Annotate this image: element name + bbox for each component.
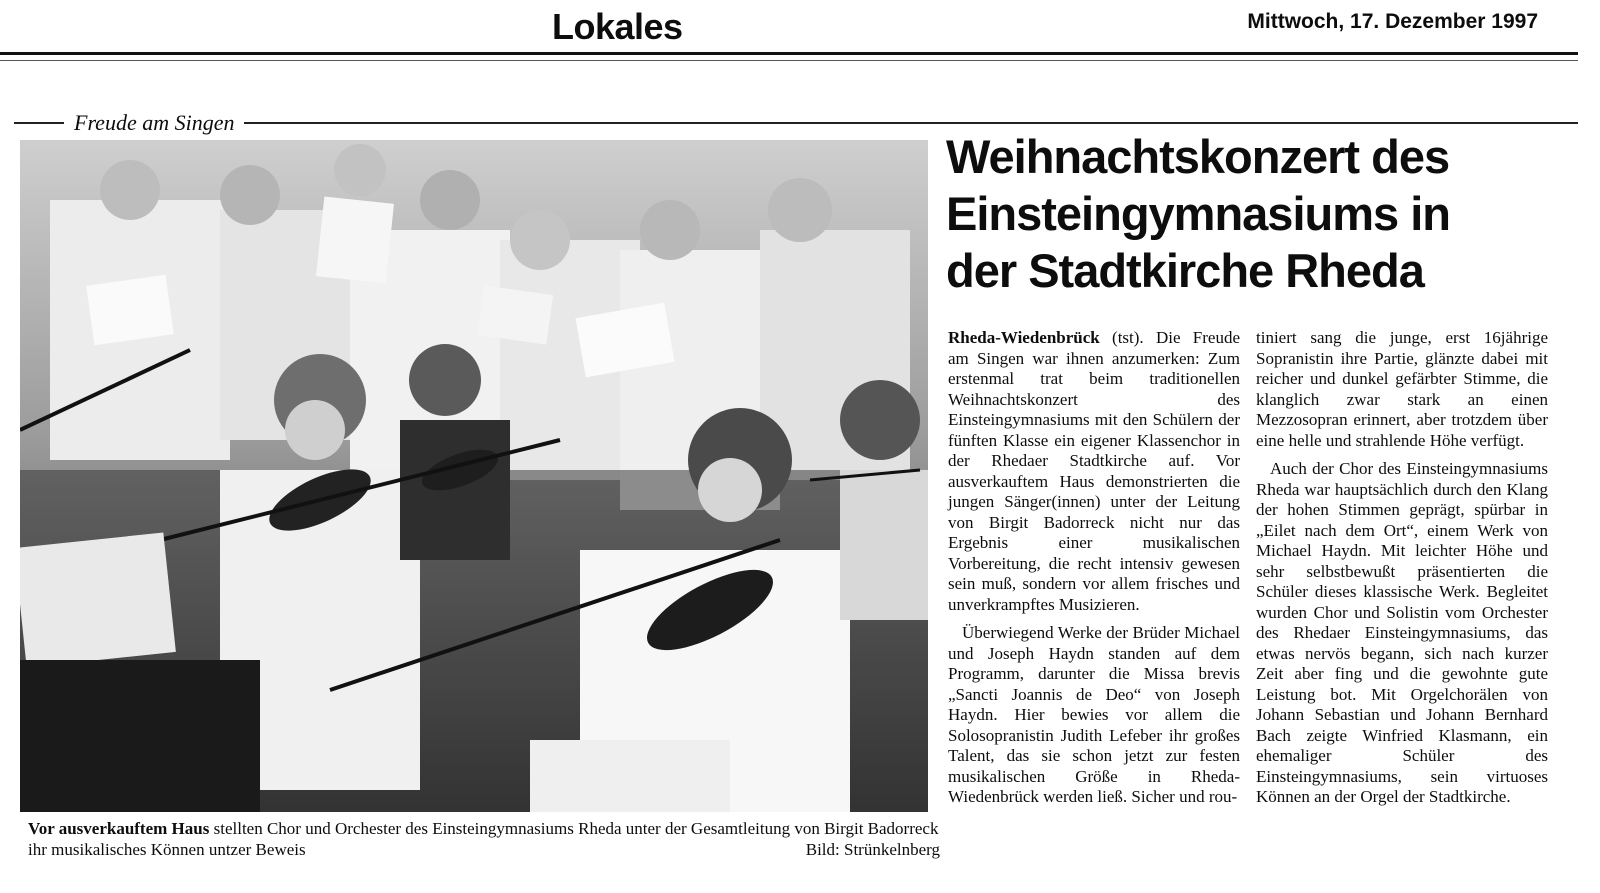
article-column-2 (1256, 328, 1548, 808)
article-paragraph: tiniert sang die junge, erst 16jährige Sopranistin ihre Partie, glänzte dabei mit reicher und dunkel gefärbter Stimme, die klanglich zwar stark an einen Mezzosopran erinnert, aber trotzdem über eine helle und strahlende Höhe verfügt. (1256, 328, 1548, 450)
kicker-dash-left (14, 122, 64, 124)
kicker-text: Freude am Singen (74, 110, 235, 135)
header-rule-thin (0, 60, 1578, 61)
article-column-1 (948, 328, 1240, 808)
photo-credit: Bild: Strünkelnberg (805, 840, 940, 859)
article-paragraph: Überwiegend Werke der Brüder Michael und Joseph Haydn standen auf dem Programm, darunter die Missa brevis „Sancti Joannis de Deo“ von Joseph Haydn. Hier bewies vor allem die Solosopranistin Judith Lefeber ihr großes Talent, das sie schon jetzt zur festen musikalischen Größe in Rheda-Wiedenbrück werden ließ. Sicher und rou- (948, 623, 1240, 806)
caption-lead: Vor ausverkauftem Haus (28, 819, 210, 838)
headline-line-1: Weihnachtskonzert des (946, 130, 1450, 183)
headline (946, 128, 1586, 299)
paragraph-text: (tst). Die Freude am Singen war ihnen anzumerken: Zum erstenmal trat beim traditionellen Weihnachtskonzert des Einsteingymnasiums mit den Schülern der fünften Klasse ein eigener Klassenchor in der Rhedaer Stadtkirche auf. Vor ausverkauftem Haus demonstrierten die jungen Sänger(innen) unter der Leitung von Birgit Badorreck nicht nur das Ergebnis einer musikalischen Vorbereitung, die recht intensiv gewesen sein muß, sondern vor allem frisches und unverkrampftes Musizieren. (948, 328, 1240, 614)
article-paragraph: Auch der Chor des Einsteingymnasiums Rheda war hauptsächlich durch den Klang der hohen Stimmen geprägt, spürbar in „Eilet nach dem Ort“, einem Werk von Michael Haydn. Mit leichter Höhe und sehr selbstbewußt präsentierten die Schüler dieses klassische Werk. Begleitet wurden Chor und Solistin vom Orchester des Rhedaer Einsteingymnasiums, das etwas nervös begann, sich nach kurzer Zeit aber fing und die gewohnte gute Leistung bot. Mit Orgelchorälen von Johann Sebastian und Johann Bernhard Bach zeigte Winfried Klasmann, ein ehemaliger Schüler des Einsteingymnasiums, sein virtuoses Können an der Orgel der Stadtkirche. (1256, 459, 1548, 806)
section-title: Lokales (552, 6, 683, 47)
concert-photo-icon (20, 140, 928, 812)
article-paragraph (948, 328, 1240, 615)
issue-date: Mittwoch, 17. Dezember 1997 (1247, 10, 1538, 33)
caption-text: stellten Chor und Orchester des Einsteingymnasiums Rheda unter der Gesamtleitung von Birgit Badorreck ihr musikalisches Können untzer Beweis (28, 819, 939, 859)
concert-photo (20, 140, 928, 812)
kicker-dash-right (244, 122, 1578, 124)
dateline: Rheda-Wiedenbrück (948, 328, 1100, 347)
headline-line-2: Einsteingymnasiums in (946, 187, 1450, 240)
headline-line-3: der Stadtkirche Rheda (946, 244, 1424, 297)
header-rule (0, 52, 1578, 55)
photo-caption (28, 818, 940, 860)
